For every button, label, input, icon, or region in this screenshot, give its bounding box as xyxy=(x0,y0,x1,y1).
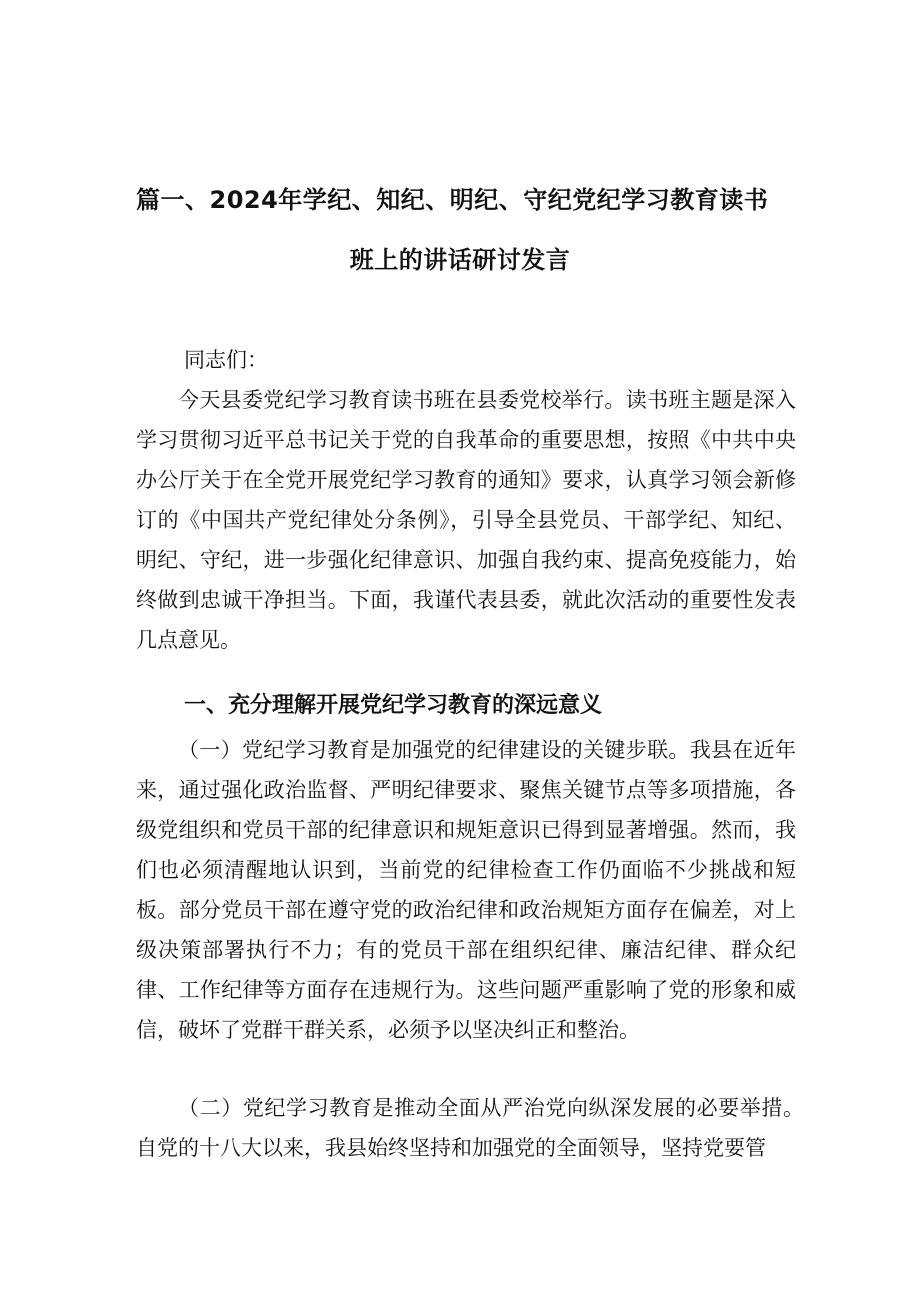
document-title-line-1: 篇一、2024年学纪、知纪、明纪、守纪党纪学习教育读书 xyxy=(136,186,769,214)
paragraph-section-1-1: （一）党纪学习教育是加强党的纪律建设的关键步联。我县在近年来，通过强化政治监督、严明纪律要求、聚焦关键节点等多项措施，各级党组织和党员干部的纪律意识和规矩意识已得到显著增强。然而，我们也必须清醒地认识到，当前党的纪律检查工作仍面临不少挑战和短板。部分党员干部在遵守党的政治纪律和政治规矩方面存在偏差，对上级决策部署执行不力；有的党员干部在组织纪律、廉洁纪律、群众纪律、工作纪律等方面存在违规行为。这些问题严重影响了党的形象和威信，破坏了党群干群关系，必须予以坚决纠正和整治。 xyxy=(136,738,796,1042)
section-heading-1: 一、充分理解开展党纪学习教育的深远意义 xyxy=(184,693,603,718)
document-title-line-2: 班上的讲话研讨发言 xyxy=(349,246,571,274)
paragraph-intro: 今天县委党纪学习教育读书班在县委党校举行。读书班主题是深入学习贯彻习近平总书记关于党的自我革命的重要思想，按照《中共中央办公厅关于在全党开展党纪学习教育的通知》要求，认真学习领会新修订的《中国共产党纪律处分条例》，引导全县党员、干部学纪、知纪、明纪、守纪，进一步强化纪律意识、加强自我约束、提高免疫能力，始终做到忠诚干净担当。下面，我谨代表县委，就此次活动的重要性发表几点意见。 xyxy=(136,388,796,652)
salutation: 同志们： xyxy=(184,348,268,372)
paragraph-section-1-2: （二）党纪学习教育是推动全面从严治党向纵深发展的必要举措。自党的十八大以来，我县始终坚持和加强党的全面领导，坚持党要管 xyxy=(136,1096,804,1160)
